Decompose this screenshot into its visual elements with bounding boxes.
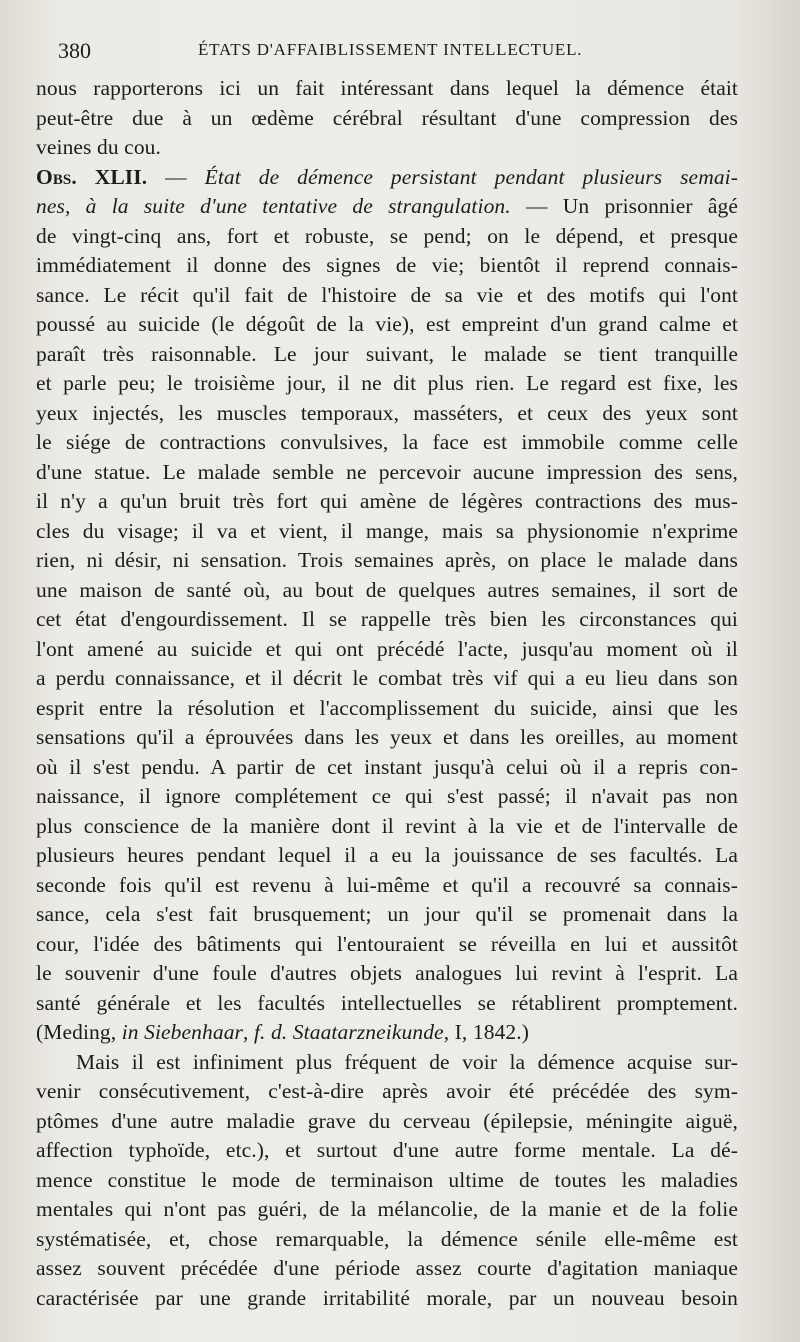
line-text: caractérisée par une grande irritabilité morale, par un nouveau besoin	[36, 1285, 738, 1310]
text-line	[36, 340, 738, 370]
text-line	[36, 1195, 738, 1225]
line-text: peut-être due à un œdème cérébral résultant d'une compression des	[36, 105, 738, 130]
text-line	[36, 546, 738, 576]
running-head: ÉTATS D'AFFAIBLISSEMENT INTELLECTUEL.	[198, 40, 583, 59]
citation-text: , I, 1842.)	[443, 1020, 529, 1044]
line-text: a perdu connaissance, et il décrit le combat très vif qui a eu lieu dans son	[36, 666, 738, 690]
line-text: systématisée, et, chose remarquable, la démence sénile elle-même est	[36, 1226, 738, 1251]
line-text: veines du cou.	[36, 135, 161, 159]
page-number: 380	[58, 38, 91, 63]
observation-label: Obs. XLII.	[36, 164, 148, 189]
line-text: le souvenir d'une foule d'autres objets analogues lui revint à l'esprit. La	[36, 961, 738, 985]
line-text: paraît très raisonnable. Le jour suivant, le malade se tient tranquille	[36, 341, 738, 366]
text-line	[36, 664, 738, 694]
line-text: venir consécutivement, c'est-à-dire après avoir été précédée des sym-	[36, 1079, 738, 1103]
text-line	[36, 605, 738, 635]
text-line	[36, 369, 738, 399]
line-text: naissance, il ignore complétement ce qui s'est passé; il n'avait pas non	[36, 784, 738, 808]
text-line	[36, 310, 738, 340]
line-text: et parle peu; le troisième jour, il ne dit plus rien. Le regard est fixe, les	[36, 371, 738, 395]
line-text: mence constitue le mode de terminaison ultime de toutes les maladies	[36, 1167, 738, 1192]
line-text: cles du visage; il va et vient, il mange, mais sa physionomie n'exprime	[36, 518, 738, 543]
citation-text: (Meding,	[36, 1020, 122, 1044]
text-line	[36, 104, 738, 134]
text-line	[36, 1284, 738, 1314]
text-line	[36, 989, 738, 1019]
line-text: — Un prisonnier âgé	[510, 194, 738, 218]
line-text: affection typhoïde, etc.), et surtout d'une autre forme mentale. La dé-	[36, 1138, 738, 1162]
text-line	[36, 1048, 738, 1078]
body-text	[36, 74, 738, 1313]
line-text: mentales qui n'ont pas guéri, de la mélancolie, de la manie et de la folie	[36, 1197, 738, 1221]
line-text: sensations qu'il a éprouvées dans les yeux et dans les oreilles, au moment	[36, 725, 738, 749]
line-text: sance, cela s'est fait brusquement; un jour qu'il se promenait dans la	[36, 902, 738, 926]
text-line	[36, 517, 738, 547]
text-line	[36, 782, 738, 812]
text-line	[36, 281, 738, 311]
line-text: d'une statue. Le malade semble ne percevoir aucune impression des sens,	[36, 459, 738, 484]
line-text: ptômes d'une autre maladie grave du cerveau (épilepsie, méningite aiguë,	[36, 1108, 738, 1133]
line-text: l'ont amené au suicide et qui ont précédé l'acte, jusqu'au moment où il	[36, 636, 738, 661]
line-text: cour, l'idée des bâtiments qui l'entouraient se réveilla en lui et aussitôt	[36, 931, 738, 956]
text-line	[36, 74, 738, 104]
em-dash: —	[147, 164, 205, 189]
line-text: sance. Le récit qu'il fait de l'histoire de sa vie et des motifs qui l'ont	[36, 282, 738, 307]
text-line	[36, 1225, 738, 1255]
line-text: il n'y a qu'un bruit très fort qui amène de légères contractions des mus-	[36, 489, 738, 513]
text-line	[36, 487, 738, 517]
line-text: Mais il est infiniment plus fréquent de voir la démence acquise sur-	[76, 1049, 738, 1074]
text-line	[36, 871, 738, 901]
line-text: rien, ni désir, ni sensation. Trois semaines après, on place le malade dans	[36, 548, 738, 572]
text-line	[36, 428, 738, 458]
citation-source: in Siebenhaar	[121, 1020, 244, 1044]
observation-title: État de démence persistant pendant plusieurs semai-	[204, 164, 738, 189]
text-line	[36, 841, 738, 871]
text-line	[36, 458, 738, 488]
text-line	[36, 930, 738, 960]
text-line	[36, 1018, 738, 1048]
text-line	[36, 576, 738, 606]
text-line	[36, 1254, 738, 1284]
line-text: poussé au suicide (le dégoût de la vie), est empreint d'un grand calme et	[36, 312, 738, 336]
text-line	[36, 251, 738, 281]
text-line	[36, 723, 738, 753]
text-line	[36, 1107, 738, 1137]
text-line	[36, 812, 738, 842]
page-header	[58, 38, 760, 68]
line-text: le siége de contractions convulsives, la face est immobile comme celle	[36, 430, 738, 454]
line-text: assez souvent précédée d'une période assez courte d'agitation maniaque	[36, 1256, 738, 1280]
line-text: immédiatement il donne des signes de vie; bientôt il reprend connais-	[36, 253, 738, 277]
line-text: yeux injectés, les muscles temporaux, masséters, et ceux des yeux sont	[36, 400, 738, 425]
text-line	[36, 1077, 738, 1107]
text-line	[36, 192, 738, 222]
line-text: une maison de santé où, au bout de quelques autres semaines, il sort de	[36, 577, 738, 602]
line-text: santé générale et les facultés intellectuelles se rétablirent promptement.	[36, 990, 738, 1015]
citation-text: ,	[243, 1020, 254, 1044]
line-text: de vingt-cinq ans, fort et robuste, se pend; on le dépend, et presque	[36, 223, 738, 248]
text-line	[36, 900, 738, 930]
text-line	[36, 959, 738, 989]
text-line	[36, 1136, 738, 1166]
line-text: plus conscience de la manière dont il revint à la vie et de l'intervalle de	[36, 813, 738, 838]
text-line	[36, 133, 738, 163]
text-line	[36, 753, 738, 783]
line-text: plusieurs heures pendant lequel il a eu la jouissance de ses facultés. La	[36, 843, 738, 867]
text-line	[36, 399, 738, 429]
text-line	[36, 694, 738, 724]
line-text: nous rapporterons ici un fait intéressant dans lequel la démence était	[36, 76, 738, 100]
text-line	[36, 635, 738, 665]
line-text: où il s'est pendu. A partir de cet instant jusqu'à celui où il a repris con-	[36, 754, 738, 779]
text-line	[36, 163, 738, 193]
citation-journal: f. d. Staatarzneikunde	[253, 1020, 444, 1044]
line-text: cet état d'engourdissement. Il se rappelle très bien les circonstances qui	[36, 607, 738, 631]
text-line	[36, 222, 738, 252]
text-line	[36, 1166, 738, 1196]
observation-title: nes, à la suite d'une tentative de strangulation.	[36, 194, 511, 218]
line-text: esprit entre la résolution et l'accomplissement du suicide, ainsi que les	[36, 695, 738, 720]
line-text: seconde fois qu'il est revenu à lui-même et qu'il a recouvré sa connais-	[36, 872, 738, 897]
